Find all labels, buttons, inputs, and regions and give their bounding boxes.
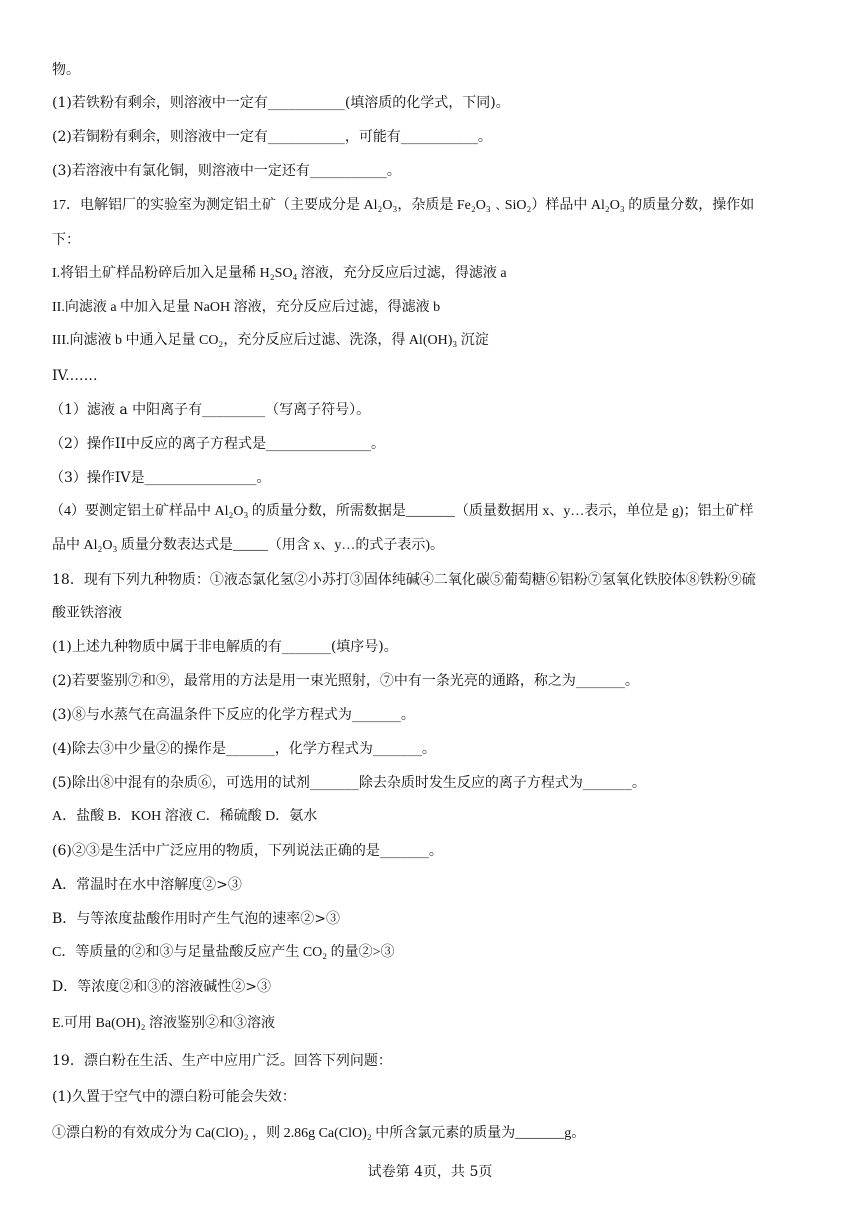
q18-part-4: (4)除去③中少量②的操作是_______，化学方程式为_______。 xyxy=(52,741,436,757)
q17-part-3: （3）操作IV是________________。 xyxy=(50,470,271,486)
question-19-stem: 19．漂白粉在生活、生产中应用广泛。回答下列问题： xyxy=(52,1053,392,1069)
q17-part-1: （1）滤液 a 中阳离子有_________（写离子符号）。 xyxy=(50,402,371,418)
question-18-stem: 18．现有下列九种物质：①液态氯化氢②小苏打③固体纯碱④二氧化碳⑤葡萄糖⑥铝粉⑦氢氧化铁胶体⑧铁粉⑨硫 xyxy=(52,572,756,588)
option-d: D．等浓度②和③的溶液碱性②>③ xyxy=(52,979,271,995)
step-3: III.向滤液 b 中通入足量 CO₂，充分反应后过滤、洗涤，得 Al(OH)₃ 沉淀 xyxy=(52,333,489,348)
question-17-stem: 17．电解铝厂的实验室为测定铝土矿（主要成分是 Al₂O₃，杂质是 Fe₂O₃﹑SiO₂）样品中 Al₂O₃ 的质量分数，操作如 xyxy=(52,198,755,213)
q18-part-2: (2)若要鉴别⑦和⑨，最常用的方法是用一束光照射，⑦中有一条光亮的通路，称之为_______。 xyxy=(52,673,639,689)
text-line: (3)若溶液中有氯化铜，则溶液中一定还有___________。 xyxy=(52,163,401,179)
q18-part-3: (3)⑧与水蒸气在高温条件下反应的化学方程式为_______。 xyxy=(52,707,415,723)
q17-part-4: （4）要测定铝土矿样品中 Al₂O₃ 的质量分数，所需数据是_______（质量数据用 x、y…表示，单位是 g)；铝土矿样 xyxy=(50,504,754,519)
q18-part-1: (1)上述九种物质中属于非电解质的有_______(填序号)。 xyxy=(52,639,398,655)
text-line: 下： xyxy=(52,232,80,248)
q18-part-5: (5)除出⑧中混有的杂质⑥，可选用的试剂_______除去杂质时发生反应的离子方程式为_______。 xyxy=(52,775,646,791)
step-2: II.向滤液 a 中加入足量 NaOH 溶液，充分反应后过滤，得滤液 b xyxy=(52,300,441,315)
option-b: B．与等浓度盐酸作用时产生气泡的速率②>③ xyxy=(52,911,341,927)
option-c: C．等质量的②和③与足量盐酸反应产生 CO₂ 的量②>③ xyxy=(52,945,395,960)
option-e: E.可用 Ba(OH)₂ 溶液鉴别②和③溶液 xyxy=(52,1016,276,1031)
text-line: 物。 xyxy=(52,62,80,78)
text-line: 酸亚铁溶液 xyxy=(52,605,122,621)
q19-part-1: (1)久置于空气中的漂白粉可能会失效： xyxy=(52,1089,296,1105)
q18-options: A．盐酸 B．KOH 溶液 C．稀硫酸 D．氨水 xyxy=(52,809,318,824)
text-line: 品中 Al₂O₃ 质量分数表达式是_____（用含 x、y…的式子表示)。 xyxy=(52,538,445,553)
step-1: I.将铝土矿样品粉碎后加入足量稀 H₂SO₄ 溶液，充分反应后过滤，得滤液 a xyxy=(52,266,507,281)
text-line: (1)若铁粉有剩余，则溶液中一定有___________(填溶质的化学式，下同)。 xyxy=(52,95,510,111)
q19-sub-1: ①漂白粉的有效成分为 Ca(ClO)₂ ，则 2.86g Ca(ClO)₂ 中所含氯元素的质量为_______g。 xyxy=(52,1126,586,1141)
q18-part-6: (6)②③是生活中广泛应用的物质，下列说法正确的是_______。 xyxy=(52,843,443,859)
q17-part-2: （2）操作II中反应的离子方程式是_______________。 xyxy=(50,436,385,452)
page-footer: 试卷第 4页，共 5页 xyxy=(367,1164,493,1180)
step-4: IV.…… xyxy=(52,368,98,384)
text-line: (2)若铜粉有剩余，则溶液中一定有___________，可能有___________。 xyxy=(52,129,492,145)
option-a: A．常温时在水中溶解度②>③ xyxy=(52,877,242,893)
